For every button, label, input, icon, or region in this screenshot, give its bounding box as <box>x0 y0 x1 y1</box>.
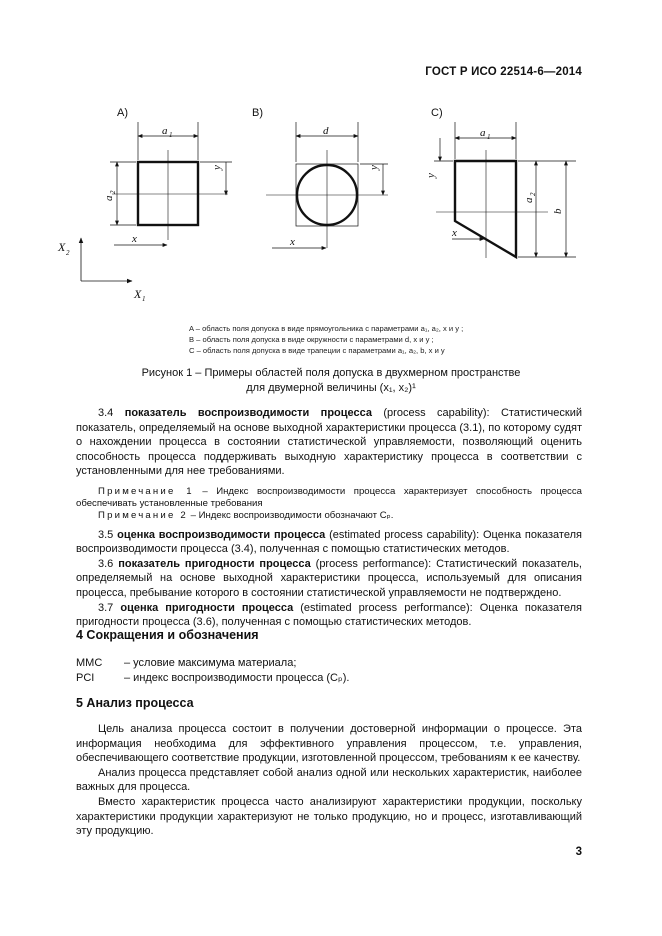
definition-3-5: 3.5 оценка воспроизводимости процесса (estimated process capability): Оценка показателя воспроизводимости процесса (3.4), полученная с помощью статистических методов. <box>76 528 582 556</box>
X1-axis-label: X <box>134 287 142 301</box>
term-3-7: оценка пригодности процесса <box>120 601 294 614</box>
page-number: 3 <box>575 846 582 858</box>
X2-axis-label: X <box>58 240 66 254</box>
a1-label-c: a <box>480 127 486 139</box>
panel-a-label: A) <box>117 107 128 119</box>
coordinate-axes <box>81 238 132 281</box>
a1-label-a: a <box>162 125 168 137</box>
definition-3-6: 3.6 показатель пригодности процесса (process performance): Статистический показатель, определяемый на основе выходной характеристики процесса, используемый для описания процесса, пребывание которого в состоянии статистической управляемости не подтверждено. <box>76 557 582 599</box>
svg-text:2: 2 <box>109 190 117 194</box>
a2-label-c: a <box>523 197 535 203</box>
section-5-paragraph-2: Анализ процесса представляет собой анализ одной или нескольких характеристик, наиболее важных для процесса. <box>76 766 582 794</box>
abbreviation-list <box>76 656 349 685</box>
term-3-6: показатель пригодности процесса <box>118 557 311 570</box>
y-label-c: y <box>425 173 437 178</box>
figure-legend <box>189 323 463 356</box>
note-1: Примечание 1 – Индекс воспроизводимости процесса характеризует способность процесса обеспечивать установленные требования <box>76 485 582 510</box>
panel-b-label: B) <box>252 107 263 119</box>
section-4-heading: 4 Сокращения и обозначения <box>76 628 259 642</box>
x-label-b: x <box>290 236 295 248</box>
section-5-heading: 5 Анализ процесса <box>76 696 194 710</box>
x-label-a: x <box>132 233 137 245</box>
panel-c-label: C) <box>431 107 443 119</box>
y-label-a: y <box>211 165 223 170</box>
svg-text:2: 2 <box>529 192 537 196</box>
section-5-paragraph-3: Вместо характеристик процесса часто анализируют характеристики продукции, поскольку характеристики продукции характеризуют не только продукцию, но и процесс, изготавливающий эту продукцию. <box>76 795 582 838</box>
definition-3-4: 3.4 показатель воспроизводимости процесса (process capability): Статистический показатель, определяемый на основе выходной характеристики процесса (3.1), по которому судят о нахождении процесса в состоянии статистической управляемости, позволяющий оценить способность процесса поддерживать выходную характеристику процесса в соответствии с установленными для нее требованиями. <box>76 407 582 478</box>
term-3-5: оценка воспроизводимости процесса <box>117 528 326 541</box>
document-code: ГОСТ Р ИСО 22514-6—2014 <box>425 66 582 78</box>
legend-line-b: B – область поля допуска в виде окружности с параметрами d, x и y ; <box>189 335 434 344</box>
legend-line-a: A – область поля допуска в виде прямоугольника с параметрами a₁, a₂, x и y ; <box>189 324 464 333</box>
x-label-c: x <box>452 227 457 239</box>
caption-line-2: для двумерной величины (x₁, x₂)¹ <box>246 382 416 394</box>
section-5-body <box>76 722 582 839</box>
note-2: Примечание 2 – Индекс воспроизводимости обозначают Cₚ. <box>98 510 394 522</box>
svg-text:1: 1 <box>142 295 146 303</box>
y-label-b: y <box>368 165 380 170</box>
panel-b-circle-zone <box>266 122 388 248</box>
svg-text:1: 1 <box>487 133 491 141</box>
a2-label-a: a <box>103 195 115 201</box>
section-3-definitions <box>76 406 582 630</box>
section-5-paragraph-1: Цель анализа процесса состоит в получении достоверной информации о процессе. Эта информация необходима для эффективного управления процессом, т.е. управления, обеспечивающего соответствие продукции, изготовленной процессом, требованиям к ее качеству. <box>76 723 582 765</box>
caption-line-1: Рисунок 1 – Примеры областей поля допуска в двухмерном пространстве <box>141 367 521 379</box>
abbreviation-row: MMC – условие максимума материала; <box>76 657 297 669</box>
abbreviation-row: PCI – индекс воспроизводимости процесса (Cₚ). <box>76 671 350 684</box>
legend-line-c: C – область поля допуска в виде трапеции с параметрами a₁, a₂, b, x и y <box>189 346 445 355</box>
tolerance-zone-figure <box>50 98 610 318</box>
term-3-4: показатель воспроизводимости процесса <box>124 407 372 419</box>
panel-a-rectangle-zone <box>110 122 232 245</box>
b-label: b <box>552 208 564 214</box>
definition-3-7: 3.7 оценка пригодности процесса (estimated process performance): Оценка показателя пригодности процесса (3.6), полученная с помощью статистических методов. <box>76 601 582 629</box>
figure-caption <box>80 366 582 396</box>
svg-text:1: 1 <box>169 131 173 139</box>
svg-text:2: 2 <box>66 249 70 257</box>
d-label: d <box>323 125 329 137</box>
